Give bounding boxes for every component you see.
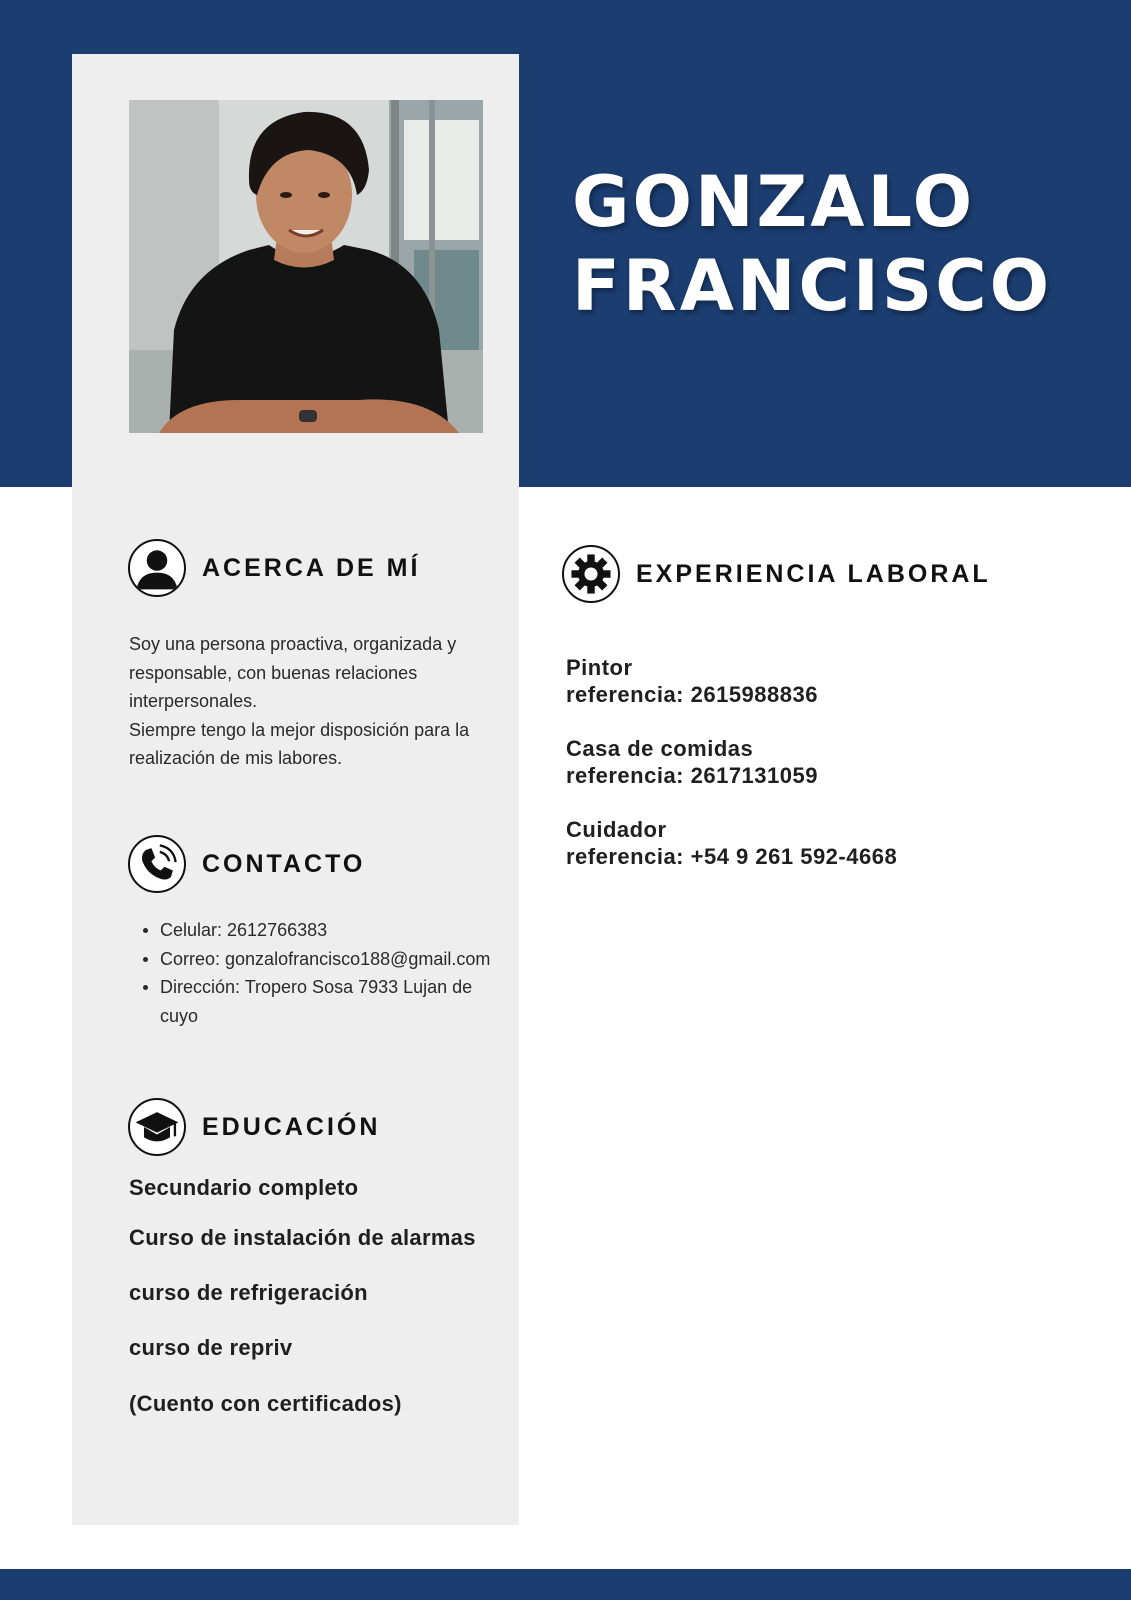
experience-reference: referencia: 2617131059 <box>566 763 818 788</box>
about-text <box>129 630 509 773</box>
phone-icon <box>128 835 186 893</box>
experience-reference: referencia: +54 9 261 592-4668 <box>566 844 898 869</box>
experience-section-header <box>562 545 991 603</box>
contact-address: Dirección: Tropero Sosa 7933 Lujan de cuyo <box>129 973 509 1030</box>
profile-photo <box>129 100 483 433</box>
last-name: FRANCISCO <box>572 245 1053 327</box>
full-name <box>572 160 1052 328</box>
contact-title: CONTACTO <box>202 849 366 878</box>
contact-section-header <box>128 835 365 893</box>
education-item: Secundario completo <box>129 1175 359 1200</box>
about-paragraph: Siempre tengo la mejor disposición para la realización de mis labores. <box>129 719 470 768</box>
experience-list <box>566 654 1106 897</box>
contact-list <box>129 916 509 1030</box>
about-paragraph: Soy una persona proactiva, organizada y responsable, con buenas relaciones interpersonales. <box>129 634 457 711</box>
experience-title: EXPERIENCIA LABORAL <box>636 559 991 588</box>
first-name: GONZALO <box>572 161 976 243</box>
user-icon <box>128 539 186 597</box>
education-item: curso de refrigeración <box>129 1280 368 1305</box>
experience-item <box>566 735 1106 789</box>
contact-email[interactable]: Correo: gonzalofrancisco188@gmail.com <box>129 945 509 974</box>
education-title: EDUCACIÓN <box>202 1112 381 1141</box>
experience-item <box>566 816 1106 870</box>
contact-phone: Celular: 2612766383 <box>129 916 509 945</box>
experience-reference: referencia: 2615988836 <box>566 682 818 707</box>
experience-role: Pintor <box>566 655 633 680</box>
footer-band <box>0 1569 1131 1600</box>
about-section-header <box>128 539 420 597</box>
gear-icon <box>562 545 620 603</box>
education-item: curso de repriv <box>129 1335 293 1360</box>
education-item: Curso de instalación de alarmas <box>129 1225 476 1250</box>
education-section-header <box>128 1098 380 1156</box>
experience-item <box>566 654 1106 708</box>
about-title: ACERCA DE MÍ <box>202 553 421 582</box>
education-item: (Cuento con certificados) <box>129 1391 402 1416</box>
graduation-cap-icon <box>128 1098 186 1156</box>
experience-role: Cuidador <box>566 817 667 842</box>
experience-role: Casa de comidas <box>566 736 754 761</box>
